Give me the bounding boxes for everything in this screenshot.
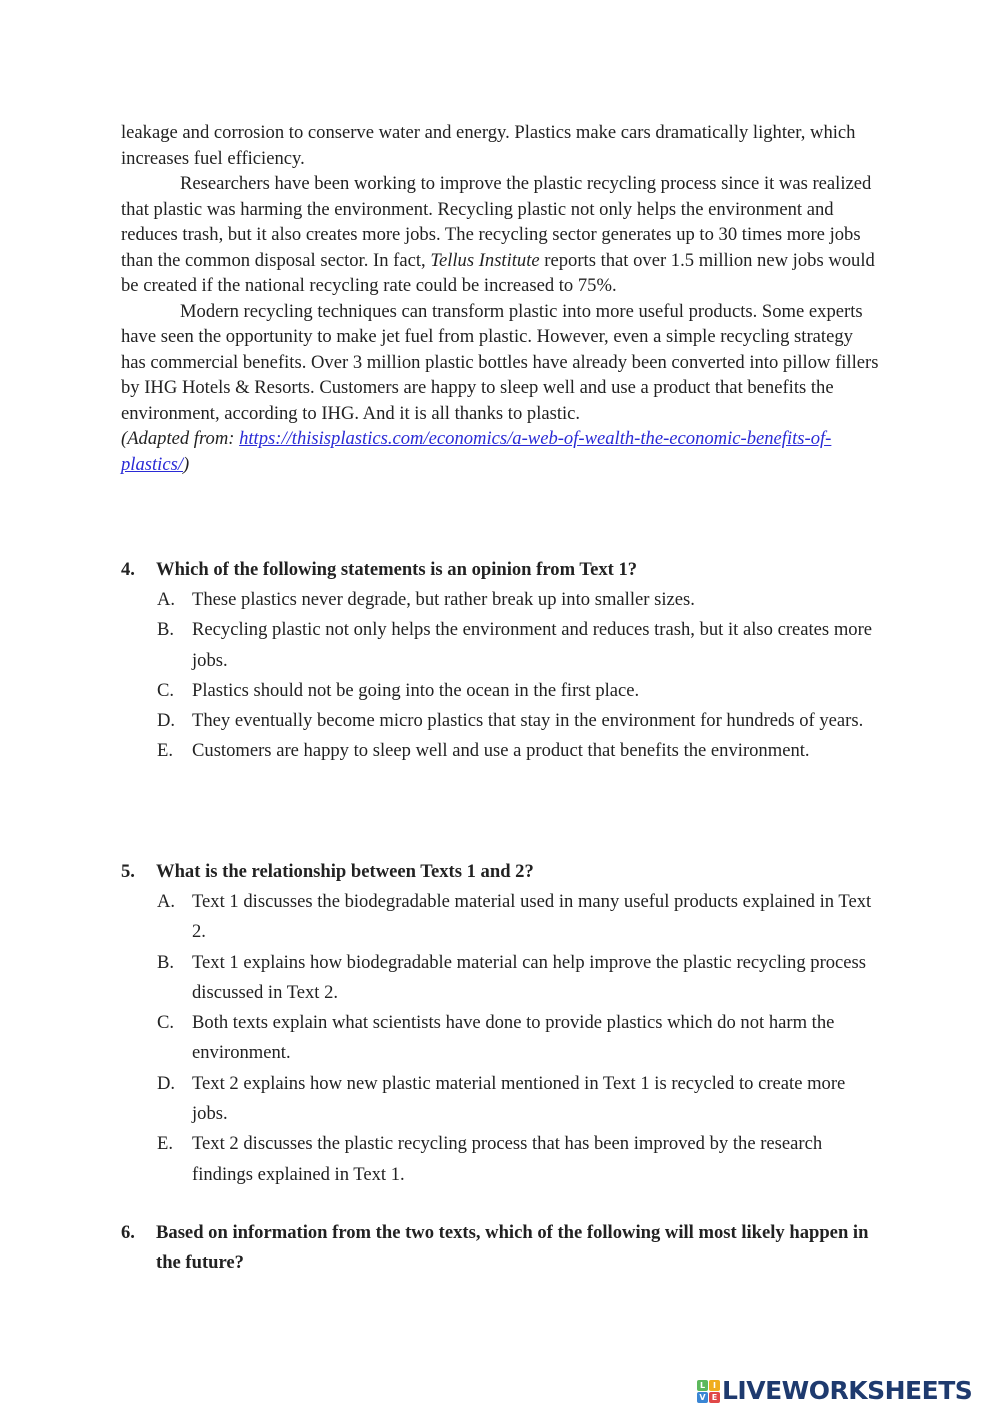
question-6 [121,1218,881,1278]
source-link[interactable]: https://thisisplastics.com/economics/a-web-of-wealth-the-economic-benefits-of-plastics/ [121,428,832,475]
document-page [121,120,881,1273]
paragraph-2-text-a: Researchers have been working to improve the plastic recycling process since it was realized that plastic was harming the environment. Recycling plastic not only helps the environment and reduces trash, but it also creates more jobs. The recycling sector generates up to 30 times more jobs than the common disposal sector. In fact, [121,173,872,271]
option-text: Text 1 discusses the biodegradable material used in many useful products explained in Text 2. [192,891,872,943]
logo-tile-l: L [697,1380,708,1391]
live-tiles-icon [697,1380,720,1403]
option-letter: A. [157,891,176,912]
logo-tile-v: V [697,1392,708,1403]
tellus-institute-italic: Tellus Institute [430,249,540,271]
source-prefix: (Adapted from: [121,428,240,449]
source-suffix: ) [182,453,190,475]
question-text: What is the relationship between Texts 1 and 2? [156,861,534,882]
source-citation [121,426,881,477]
option-c[interactable] [121,1008,881,1069]
passage-paragraph-3: Modern recycling techniques can transform plastic into more useful products. Some experts have seen the opportunity to make jet fuel from plastic. However, even a simple recycling strategy has commercial benefits. Over 3 million plastic bottles have already been converted into pillow fillers by IHG Hotels & Resorts. Customers are happy to sleep well and use a product that benefits the environment, according to IHG. And it is all thanks to plastic. [121,300,879,424]
option-text: Both texts explain what scientists have done to provide plastics which do not harm the environment. [192,1012,835,1064]
option-b[interactable] [121,948,881,1009]
paragraph-2-text-b: reports that over 1.5 million new jobs would be created if the national recycling rate could be increased to 75%. [121,249,875,296]
logo-tile-e: E [709,1392,720,1403]
option-text: These plastics never degrade, but rather break up into smaller sizes. [192,589,695,610]
question-number: 4. [121,559,135,580]
option-letter: D. [157,710,176,732]
option-text: Plastics should not be going into the ocean in the first place. [192,679,640,701]
option-text: They eventually become micro plastics that stay in the environment for hundreds of years. [192,710,864,732]
option-letter: C. [157,1012,175,1034]
question-4 [121,555,881,767]
option-letter: D. [157,1072,176,1094]
question-title [121,555,881,585]
option-text: Text 2 discusses the plastic recycling process that has been improved by the research findings explained in Text 1. [192,1133,823,1185]
options-list [121,585,881,767]
option-text: Text 2 explains how new plastic material mentioned in Text 1 is recycled to create more jobs. [192,1072,846,1125]
option-e[interactable] [121,1129,881,1190]
question-number: 6. [121,1222,135,1243]
option-text: Text 1 explains how biodegradable material can help improve the plastic recycling process discussed in Text 2. [192,951,867,1003]
question-text: Based on information from the two texts, which of the following will most likely happen in the future? [156,1222,869,1273]
passage-paragraph-1: leakage and corrosion to conserve water and energy. Plastics make cars dramatically lighter, which increases fuel efficiency. [121,122,856,169]
option-d[interactable] [121,1069,881,1130]
option-letter: A. [157,589,176,610]
question-title [121,1218,881,1278]
option-letter: C. [157,679,175,701]
option-c[interactable] [121,676,881,706]
option-a[interactable] [121,585,881,615]
logo-wordmark: LIVEWORKSHEETS [722,1376,973,1405]
option-e[interactable] [121,736,881,766]
option-text: Customers are happy to sleep well and use a product that benefits the environment. [192,740,810,762]
option-letter: E. [157,1133,174,1155]
question-number: 5. [121,861,135,882]
options-list [121,887,881,1190]
liveworksheets-logo [697,1377,972,1405]
passage-paragraph-2 [121,171,881,299]
option-d[interactable] [121,706,881,736]
option-letter: B. [157,619,175,641]
question-text: Which of the following statements is an opinion from Text 1? [156,559,638,580]
option-letter: E. [157,740,174,762]
question-title [121,857,881,887]
option-a[interactable] [121,887,881,948]
question-5 [121,857,881,1190]
logo-tile-i: I [709,1380,720,1391]
option-b[interactable] [121,615,881,676]
option-text: Recycling plastic not only helps the environment and reduces trash, but it also creates more jobs. [192,619,873,671]
option-letter: B. [157,951,175,973]
